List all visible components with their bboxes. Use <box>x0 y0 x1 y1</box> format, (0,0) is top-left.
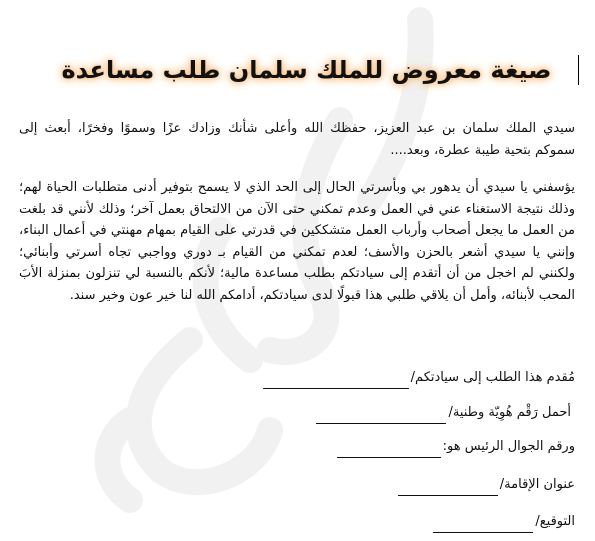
field-applicant-name <box>263 367 575 389</box>
request-paragraph: يؤسفني يا سيدي أن يدهور بي وبأسرتي الحال إلى الحد الذي لا يسمح بتوفير أدنى متطلبات الحياة لهم؛ وذلك نتيجة الاستغناء عني في العمل وعدم تمكني حتى الآن من الالتحاق بعمل آخر؛ وذلك لأنني قد بلغت من العمل ما يجعل أصحاب وأرباب العمل متشككين في قدرتي على القيام بمهام مهنتي في أعمال البناء، وإنني يا سيدي أشعر بالحزن والأسف؛ لعدم تمكني من القيام بـ دوري وواجبي تجاه أسرتي وأبنائي؛ ولكنني لم اخجل من أن أتقدم إلى سيادتكم بطلب مساعدة مالية؛ لأنكم بالنسبة لي تنزلون بمنزلة الأبَ المحب لأبنائه، وأمل أن يلاقي طلبي هذا قبولًا لدى سيادتكم، أدامكم الله لنا خير عون وخير سند. <box>19 180 575 303</box>
field-label: أحمل رَقْم هُوِيّة وطنية/ <box>448 405 571 420</box>
field-national-id <box>316 402 571 424</box>
field-residence-address <box>398 474 575 496</box>
fill-line[interactable] <box>263 372 409 389</box>
page-title: صيغة معروض للملك سلمان طلب مساعدة <box>61 56 552 84</box>
field-label: التوقيع/ <box>535 514 575 529</box>
title-block <box>16 50 579 92</box>
field-label: ورقم الجوال الرئيس هو: <box>442 439 575 454</box>
fill-line[interactable] <box>337 441 441 458</box>
fill-line[interactable] <box>398 479 498 496</box>
greeting-paragraph: سيدي الملك سلمان بن عبد العزيز، حفظك الله وأعلى شأنك وزادك عزًا وسموًا وفخرًا، أبعث إلى سموكم بتحية طيبة عطرة، وبعد.... <box>19 121 575 158</box>
field-mobile-number <box>337 436 575 458</box>
fill-line[interactable] <box>316 407 446 424</box>
field-signature <box>433 511 575 533</box>
fill-line[interactable] <box>433 516 533 533</box>
field-label: عنوان الإقامة/ <box>499 477 575 492</box>
field-label: مُقدم هذا الطلب إلى سيادتكم/ <box>410 370 575 385</box>
